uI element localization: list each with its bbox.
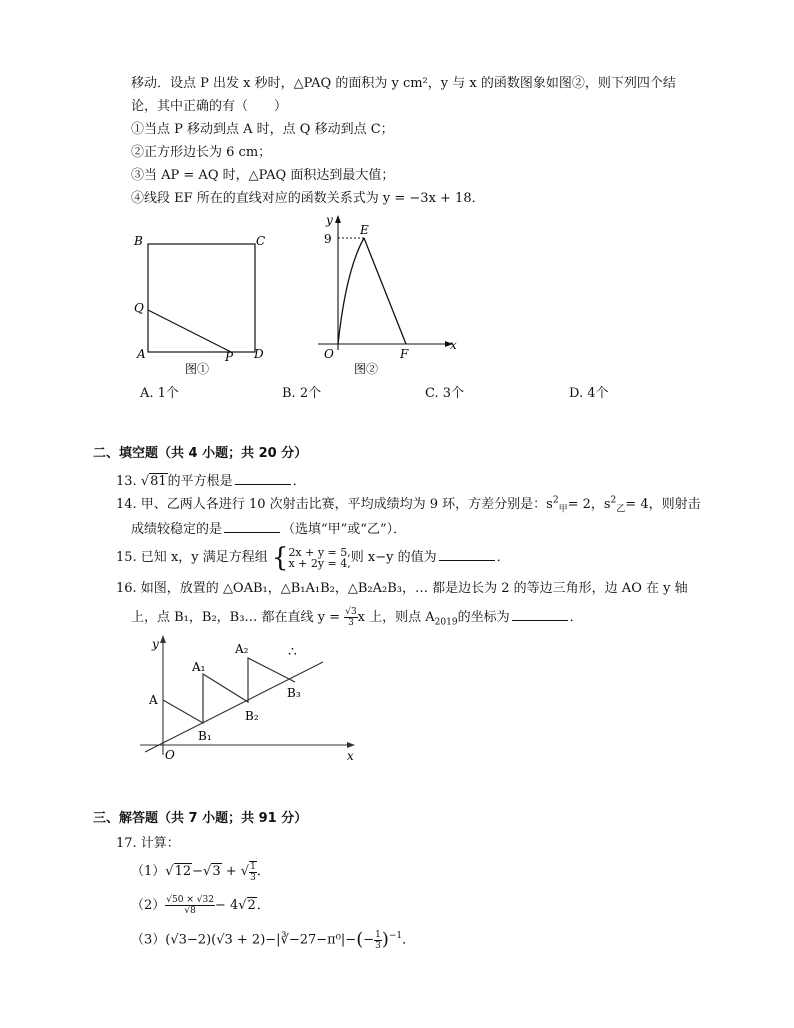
q14-text-e: （选填“甲”或“乙”）． — [282, 522, 407, 537]
figure-2-caption: 图② — [354, 362, 379, 376]
q17-p3-exponent: −1 — [388, 931, 403, 942]
q17-p1-plus: + — [225, 864, 237, 879]
label-F: F — [400, 347, 409, 361]
q16-text-b3: 的坐标为 — [457, 610, 510, 625]
continuation-dots: ∴ — [288, 644, 297, 660]
label-B1: B₁ — [198, 729, 212, 743]
figure-1-square — [125, 228, 275, 378]
section-3-title: 三、解答题（共 7 小题；共 91 分） — [93, 811, 308, 826]
q13-number: 13. — [116, 474, 137, 489]
q12-statement-1: ①当点 P 移动到点 A 时，点 Q 移动到点 C； — [131, 122, 394, 137]
q12-line2: 论，其中正确的有（ ） — [131, 99, 288, 114]
q15 — [116, 542, 510, 573]
figure-1-caption: 图① — [185, 362, 210, 376]
section-2-title: 二、填空题（共 4 小题；共 20 分） — [93, 446, 308, 461]
q15-end: ． — [496, 550, 510, 565]
tick-9: 9 — [324, 232, 332, 246]
q16-text-b2: x 上，则点 A — [357, 610, 435, 625]
q17-p1-label: （1） — [131, 864, 166, 879]
q16-line2 — [131, 607, 583, 629]
q14-sup1: 2 — [552, 495, 559, 506]
q15-system: { 2x + y = 5, x + 2y = 4, — [271, 542, 351, 573]
axis-x: x — [347, 749, 354, 763]
option-c: C. 3个 — [425, 386, 465, 401]
label-B3: B₃ — [287, 686, 301, 700]
q16-line1: 16. 如图，放置的 △OAB₁，△B₁A₁B₂，△B₂A₂B₃，… 都是边长为 2 的等边三角形，边 AO 在 y 轴 — [116, 581, 688, 596]
q14-text-c: = 4，则射击 — [625, 497, 701, 512]
q15-text-a: 15. 已知 x，y 满足方程组 — [116, 550, 268, 565]
label-E: E — [360, 223, 369, 237]
q17-p2-end: ． — [256, 898, 270, 913]
q14-text-d: 成绩较稳定的是 — [131, 522, 223, 537]
label-A1: A₁ — [192, 660, 206, 674]
q13-sqrt: √81 — [140, 474, 167, 489]
q13-end: ． — [292, 474, 306, 489]
label-O: O — [165, 748, 175, 762]
q17-p1-rad1: 12 — [174, 864, 192, 879]
q17-p3-label: （3） — [131, 932, 166, 948]
q15-answer-blank[interactable] — [439, 548, 495, 561]
q17-p3-expr: (√3−2)(√3 + 2)−|∛−27−π⁰|− — [165, 932, 357, 948]
q17-p1-end: ． — [256, 864, 270, 879]
option-b: B. 2个 — [282, 386, 322, 401]
q17-p1-rad2: 3 — [212, 864, 221, 879]
q17-part2: （2） $\frac{√50 \times √32}{√8}$ − 4√2． — [131, 895, 270, 916]
label-A: A — [137, 347, 146, 361]
label-A: A — [149, 693, 158, 707]
q12-statement-3: ③当 AP = AQ 时，△PAQ 面积达到最大值； — [131, 168, 395, 183]
q16-sub: 2019 — [434, 617, 458, 628]
q17-p1-fraction: $\frac{1}{3}$ — [250, 861, 256, 883]
axis-y: y — [326, 213, 333, 227]
figure-2-graph — [310, 210, 470, 380]
q14-text-b: = 2，s — [567, 497, 611, 512]
label-O: O — [324, 347, 334, 361]
q16-answer-blank[interactable] — [512, 608, 568, 621]
q17-p3-fraction: $\frac{1}{3}$ — [375, 929, 381, 951]
option-a: A. 1个 — [140, 386, 179, 401]
q12-statement-2: ②正方形边长为 6 cm； — [131, 145, 272, 160]
q17-p2-label: （2） — [131, 898, 166, 913]
label-B: B — [134, 234, 143, 248]
q14-sub2: 乙 — [616, 504, 626, 515]
label-P: P — [225, 350, 234, 364]
q14-line1 — [116, 497, 701, 513]
q14-sup2: 2 — [610, 495, 617, 506]
q17-p2-mid: − 4 — [214, 898, 239, 913]
axis-y: y — [152, 637, 159, 651]
q13-answer-blank[interactable] — [235, 472, 291, 485]
q17-p3-end: ． — [402, 932, 416, 948]
q17-part1: （1）√12−√3 + √ $\frac{1}{3}$ ． — [131, 861, 270, 883]
figure-triangles — [135, 630, 365, 765]
q16-end: ． — [569, 610, 583, 625]
q17-p1-minus: − — [192, 864, 204, 879]
q14-sub1: 甲 — [558, 504, 568, 515]
q13-text: 的平方根是 — [167, 474, 233, 489]
q16-fraction: $\frac{√3}{3}$ — [345, 607, 357, 628]
label-B2: B₂ — [245, 709, 259, 723]
q15-eq2: x + 2y = 4, — [288, 556, 351, 570]
q12-statement-4: ④线段 EF 所在的直线对应的函数关系式为 y = −3x + 18． — [131, 191, 485, 206]
q13 — [116, 472, 306, 490]
q15-text-b: 则 x−y 的值为 — [350, 550, 437, 565]
q14-answer-blank[interactable] — [224, 520, 280, 533]
label-C: C — [256, 234, 266, 248]
q17-p2-fraction: $\frac{√50 \times √32}{√8}$ — [166, 895, 214, 916]
option-d: D. 4个 — [569, 386, 609, 401]
q16-text-b1: 上，点 B₁，B₂，B₃… 都在直线 y = — [131, 610, 341, 625]
label-Q: Q — [134, 301, 144, 315]
q15-eq1: 2x + y = 5, — [288, 545, 351, 559]
q17-p2-rad: 2 — [247, 898, 256, 913]
label-D: D — [254, 347, 264, 361]
axis-x: x — [450, 338, 457, 352]
q17-title: 17. 计算： — [116, 836, 180, 851]
q17-part3: （3）(√3−2)(√3 + 2)−|∛−27−π⁰|−(− $\frac{1}{3}$ )$^{-1}$． — [131, 929, 416, 951]
q12-line1: 移动．设点 P 出发 x 秒时，△PAQ 的面积为 y cm²，y 与 x 的函数图象如图②，则下列四个结 — [131, 76, 676, 91]
label-A2: A₂ — [235, 642, 249, 656]
q14-line2 — [131, 520, 406, 538]
q14-text-a: 14. 甲、乙两人各进行 10 次射击比赛，平均成绩均为 9 环，方差分别是：s — [116, 497, 553, 512]
